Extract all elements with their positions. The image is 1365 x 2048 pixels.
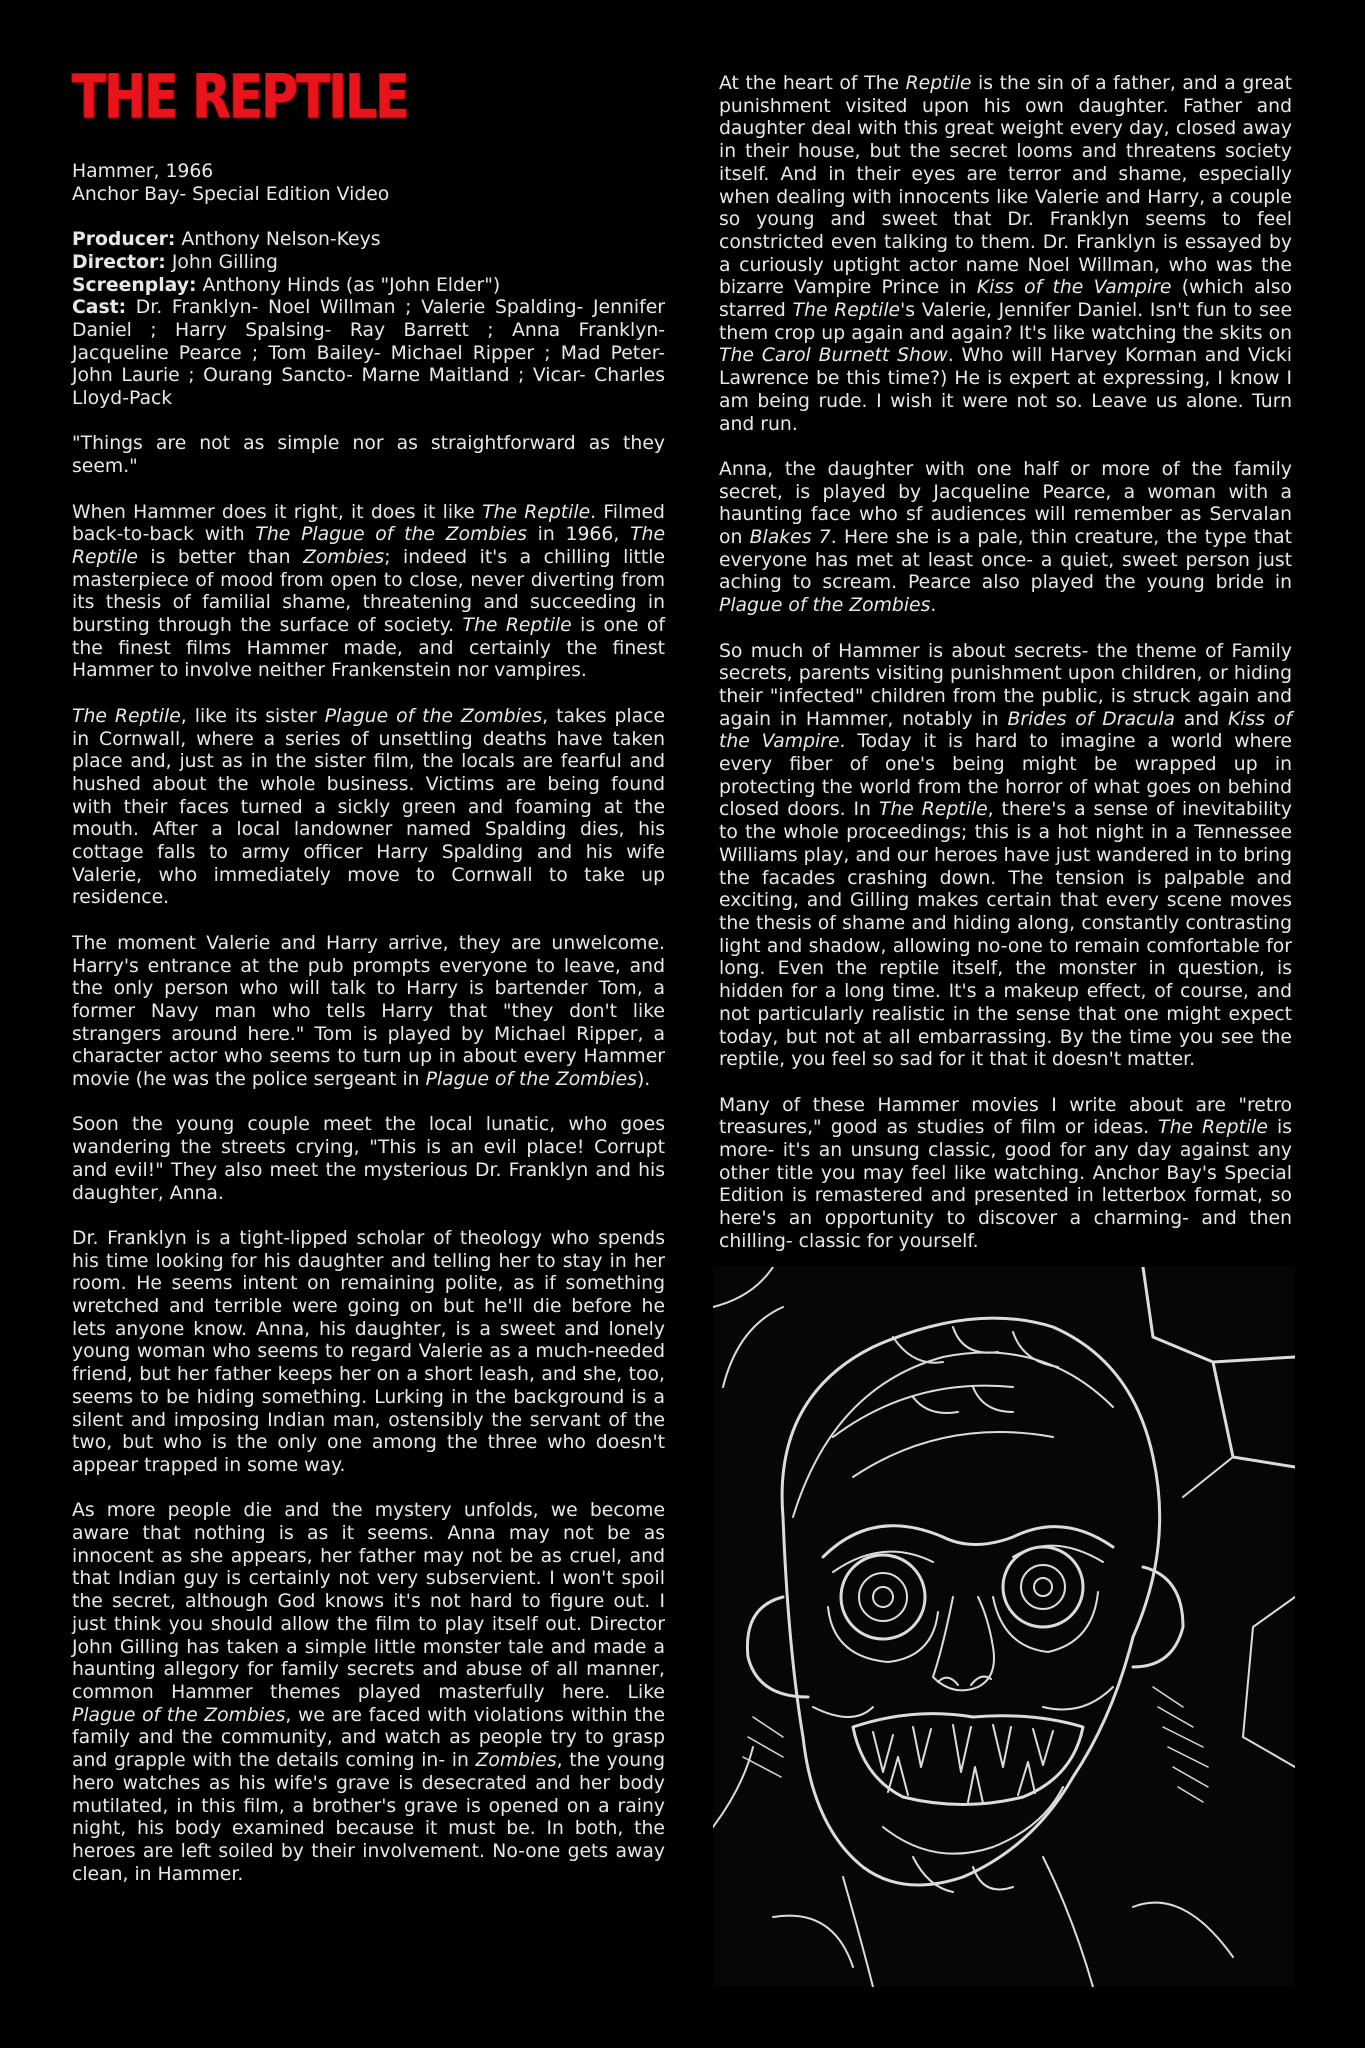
article-title: THE REPTILE [72, 60, 408, 133]
reptile-face-drawing [713, 1267, 1295, 1987]
director-label: Director: [72, 251, 166, 273]
paragraph-1: When Hammer does it right, it does it like The Reptile. Filmed back-to-back with The Plague of the Zombies in 1966, The Reptile is better than Zombies; indeed it's a chilling little masterpiece of mood from open to close, never diverting from its thesis of familial shame, threatening and succeeding in bursting through the surface of society. The Reptile is one of the finest films Hammer made, and certainly the finest Hammer to involve neither Frankenstein nor vampires. [72, 501, 666, 682]
credits-block [72, 229, 665, 411]
paragraph-2: The Reptile, like its sister Plague of the Zombies, takes place in Cornwall, where a series of unsettling deaths have taken place and, just as in the sister film, the locals are fearful and hushed about the whole business. Victims are being found with their faces turned a sickly green and foaming at the mouth. After a local landowner named Spalding dies, his cottage falls to army officer Harry Spalding and his wife Valerie, who immediately move to Cornwall to take up residence. [72, 705, 666, 909]
paragraph-3: The moment Valerie and Harry arrive, they are unwelcome. Harry's entrance at the pub prompts everyone to leave, and the only person who will talk to Harry is bartender Tom, a former Navy man who tells Harry that "they don't like strangers around here." Tom is played by Michael Ripper, a character actor who seems to turn up in about every Hammer movie (he was the police sergeant in Plague of the Zombies). [72, 932, 665, 1091]
cast-label: Cast: [72, 297, 127, 319]
pull-quote: "Things are not as simple nor as straightforward as they seem." [72, 433, 665, 478]
film-info [72, 161, 665, 206]
left-column-body [72, 161, 665, 1909]
paragraph-6: As more people die and the mystery unfolds, we become aware that nothing is as it seems. Anna may not be as innocent as she appears, her father may not be as cruel, and that Indian guy is certainly not very subservient. I won't spoil the secret, although God knows it's not hard to figure out. I just think you should allow the film to play itself out. Director John Gilling has taken a simple little monster tale and made a haunting allegory for family secrets and abuse of all manner, common Hammer themes played masterfully here. Like Plague of the Zombies, we are faced with violations within the family and the community, and watch as people try to grasp and grapple with the details coming in- in Zombies, the young hero watches as his wife's grave is desecrated and her body mutilated, in this film, a brother's grave is opened on a rainy night, his body examined because it must be. In both, the heroes are left soiled by their involvement. No-one gets away clean, in Hammer. [72, 1500, 665, 1885]
studio-year: Hammer, 1966 [72, 161, 214, 182]
paragraph-9: So much of Hammer is about secrets- the theme of Family secrets, parents visiting punishment upon children, or hiding their "infected" children from the public, is struck again and again in Hammer, notably in Brides of Dracula and Kiss of the Vampire. Today it is hard to imagine a world where every fiber of one's being might be wrapped up in protecting the world from the horror of what goes on behind closed doors. In The Reptile, there's a sense of inevitability to the whole proceedings; this is a hot night in a Tennessee Williams play, and our heroes have just wandered in to bring the facades crashing down. The tension is palpable and exciting, and Gilling makes certain that every scene moves the thesis of shame and hiding along, constantly contrasting light and shadow, allowing no-one to remain comfortable for long. Even the reptile itself, the monster in question, is hidden for a long time. It's a makeup effect, of course, and not particularly realistic in the sense that one might expect today, but not at all embarrassing. By the time you see the reptile, you feel so sad for it that it doesn't matter. [719, 640, 1292, 1071]
right-column [719, 73, 1292, 1276]
paragraph-7: At the heart of The Reptile is the sin of a father, and a great punishment visited upon his own daughter. Father and daughter deal with this great weight every day, closed away in their house, but the secret looms and threatens society itself. And in their eyes are terror and shame, especially when dealing with innocents like Valerie and Harry, a couple so young and sweet that Dr. Franklyn seems to feel constricted even talking to them. Dr. Franklyn is essayed by a curiously uptight actor name Noel Willman, who was the bizarre Vampire Prince in Kiss of the Vampire (which also starred The Reptile's Valerie, Jennifer Daniel. Isn't fun to see them crop up again and again? It's like watching the skits on The Carol Burnett Show. Who will Harvey Korman and Vicki Lawrence be this time?) He is expert at expressing, I know I am being rude. I wish it were not so. Leave us alone. Turn and run. [719, 73, 1293, 435]
paragraph-5: Dr. Franklyn is a tight-lipped scholar of theology who spends his time looking for his daughter and telling her to stay in her room. He seems intent on remaining polite, as if something wretched and terrible were going on but he'll die before he lets anyone know. Anna, his daughter, is a sweet and lonely young woman who seems to regard Valerie as a much-needed friend, but her father keeps her on a short leash, and she, too, seems to be hiding something. Lurking in the background is a silent and imposing Indian man, ostensibly the servant of the two, but who is the only one among the three who doesn't appear trapped in some way. [72, 1227, 665, 1476]
paragraph-4: Soon the young couple meet the local lunatic, who goes wandering the streets crying, "This is an evil place! Corrupt and evil!" They also meet the mysterious Dr. Franklyn and his daughter, Anna. [72, 1114, 665, 1204]
paragraph-10: Many of these Hammer movies I write about are "retro treasures," good as studies of film or ideas. The Reptile is more- it's an unsung classic, good for any day against any other title you may feel like watching. Anchor Bay's Special Edition is remastered and presented in letterbox format, so here's an opportunity to discover a charming- and then chilling- classic for yourself. [719, 1094, 1292, 1252]
screenplay-label: Screenplay: [72, 274, 197, 296]
director-name: John Gilling [171, 251, 278, 273]
release-info: Anchor Bay- Special Edition Video [72, 183, 390, 205]
paragraph-8: Anna, the daughter with one half or more of the family secret, is played by Jacqueline Pearce, a woman with a haunting face who sf audiences will remember as Servalan on Blakes 7. Here she is a pale, thin creature, the type that everyone has met at least once- a quiet, sweet person just aching to scream. Pearce also played the young bride in Plague of the Zombies. [719, 458, 1293, 617]
producer-name: Anthony Nelson-Keys [181, 229, 381, 251]
reptile-sketch-illustration [713, 1267, 1295, 1987]
cast-list: Dr. Franklyn- Noel Willman ; Valerie Spalding- Jennifer Daniel ; Harry Spalsing- Ray Barrett ; Anna Franklyn- Jacqueline Pearce ; Tom Bailey- Michael Ripper ; Mad Peter- John Laurie ; Ourang Sancto- Marne Maitland ; Vicar- Charles Lloyd-Pack [72, 297, 665, 410]
screenplay-name: Anthony Hinds (as "John Elder") [202, 274, 501, 296]
producer-label: Producer: [72, 229, 176, 251]
